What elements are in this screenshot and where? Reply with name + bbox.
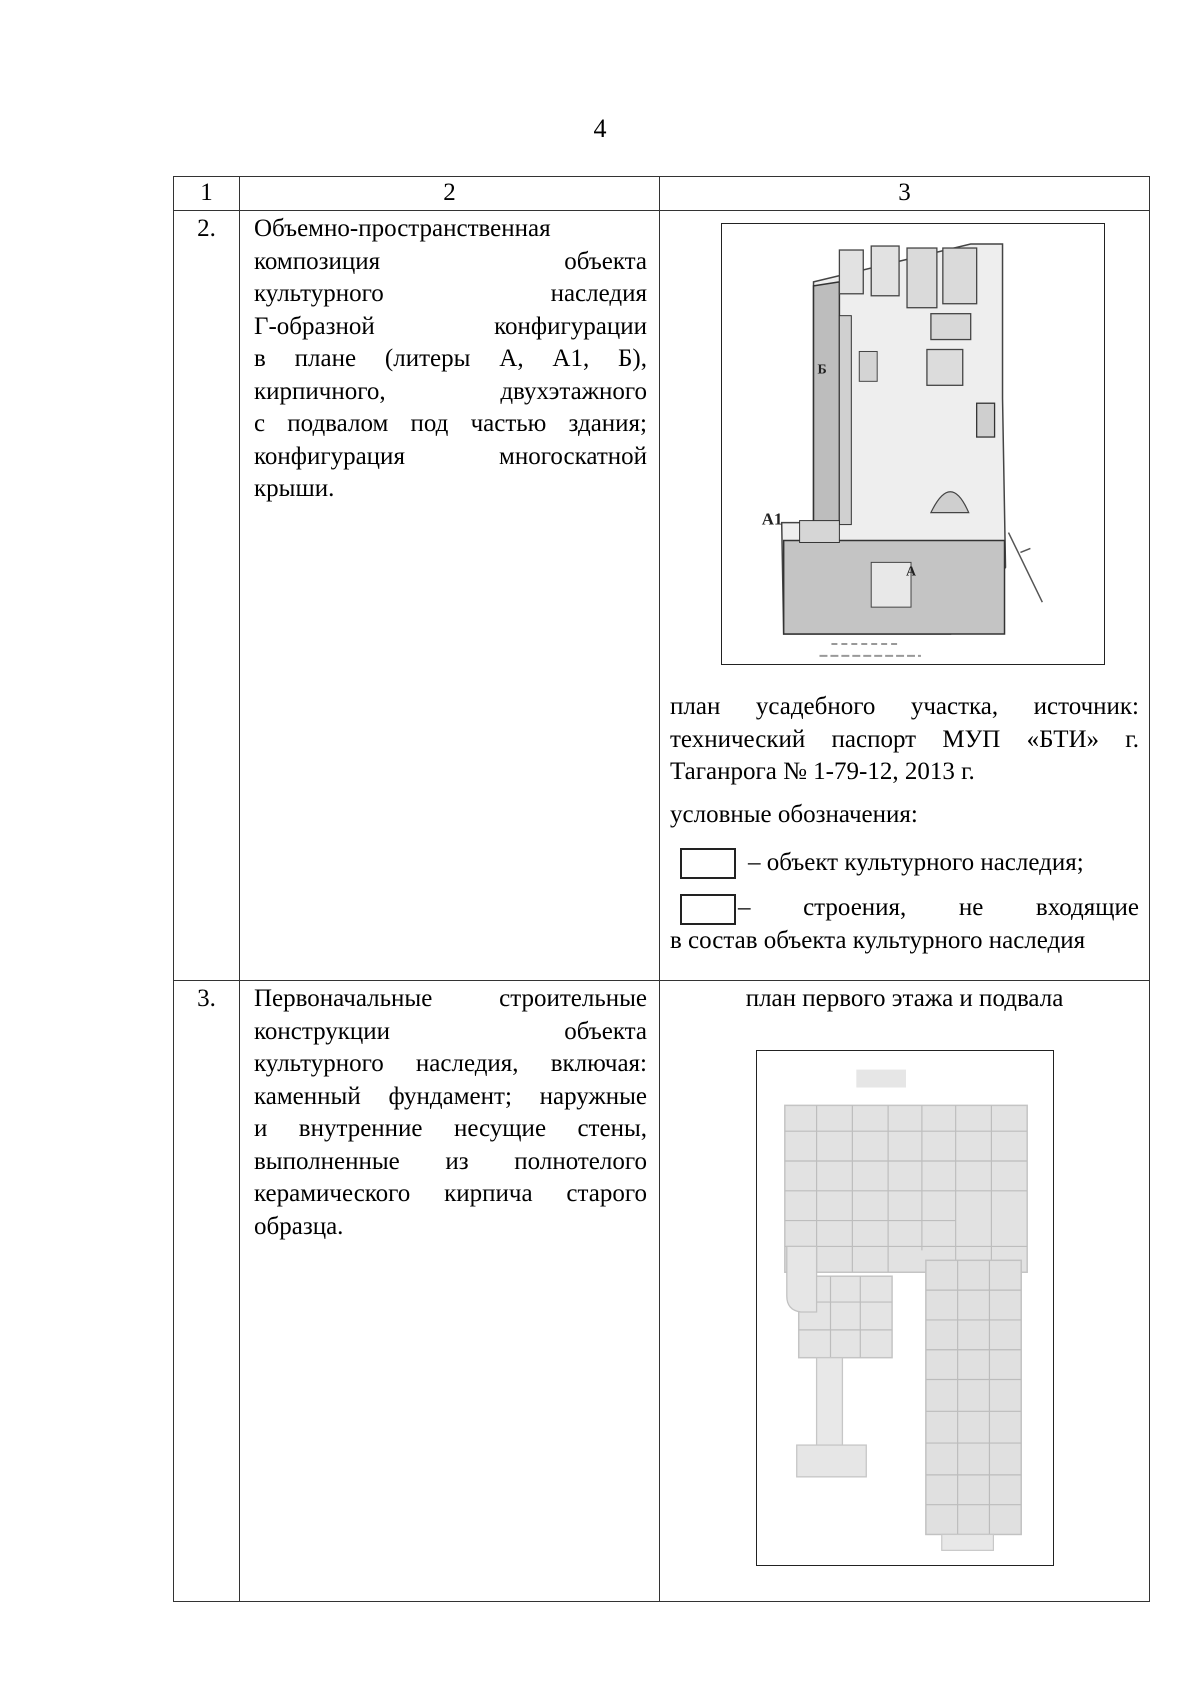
row-number: 3.: [174, 981, 240, 1602]
description-line: образца.: [254, 1212, 344, 1240]
description-line: и внутренние несущие стены,: [254, 1115, 647, 1142]
row-description: [240, 981, 660, 1602]
description-line: каменный фундамент; наружные: [254, 1082, 647, 1110]
table-row: [174, 981, 1150, 1602]
legend-swatch-heritage: [680, 848, 736, 879]
header-col-2: 2: [240, 177, 660, 211]
row-number: 2.: [174, 211, 240, 981]
legend-text-continued: в состав объекта культурного наследия: [670, 926, 1086, 954]
table-header-row: [174, 177, 1150, 211]
plan-label-a: А: [906, 564, 917, 580]
legend-text: – строения, не входящие: [738, 893, 1139, 921]
description-line: культурного наследия, включая:: [254, 1050, 647, 1077]
row-description: [240, 211, 660, 981]
illustration-cell: [660, 981, 1150, 1602]
description-line: керамического кирпича старого: [254, 1180, 647, 1207]
page-number: 4: [593, 114, 607, 143]
description-line: в плане (литеры А, А1, Б),: [254, 345, 647, 372]
plan-label-b: Б: [817, 362, 827, 378]
site-plan-caption: план усадебного участка, источник: технический паспорт МУП «БТИ» г. Таганрога № 1-79-12, 2013 г.: [670, 693, 1139, 785]
description-line: Первоначальные строительные: [254, 985, 647, 1012]
table-row: [174, 211, 1150, 981]
description-line: композиция объекта: [254, 247, 647, 275]
legend-swatch-other: [680, 894, 736, 925]
site-plan-image: [721, 223, 1105, 665]
floor-plan-title: план первого этажа и подвала: [745, 985, 1064, 1012]
description-line: кирпичного, двухэтажного: [254, 377, 647, 405]
description-line: Объемно-пространственная: [254, 215, 551, 242]
legend-item: [670, 847, 1139, 880]
description-line: культурного наследия: [254, 280, 647, 307]
description-line: с подвалом под частью здания;: [254, 410, 647, 437]
header-col-3: 3: [660, 177, 1150, 211]
heritage-table: [173, 176, 1150, 1602]
description-line: выполненные из полнотелого: [254, 1147, 647, 1175]
legend-title: условные обозначения:: [670, 800, 918, 828]
description-line: Г-образной конфигурации: [254, 312, 647, 340]
description-line: конфигурация многоскатной: [254, 442, 647, 470]
legend-item: [670, 892, 1139, 925]
description-line: конструкции объекта: [254, 1017, 647, 1045]
description-line: крыши.: [254, 475, 335, 502]
legend-text: – объект культурного наследия;: [748, 849, 1084, 876]
illustration-cell: [660, 211, 1150, 981]
plan-label-a1: А1: [761, 509, 783, 529]
header-col-1: 1: [174, 177, 240, 211]
floor-plan-image: [756, 1050, 1054, 1566]
